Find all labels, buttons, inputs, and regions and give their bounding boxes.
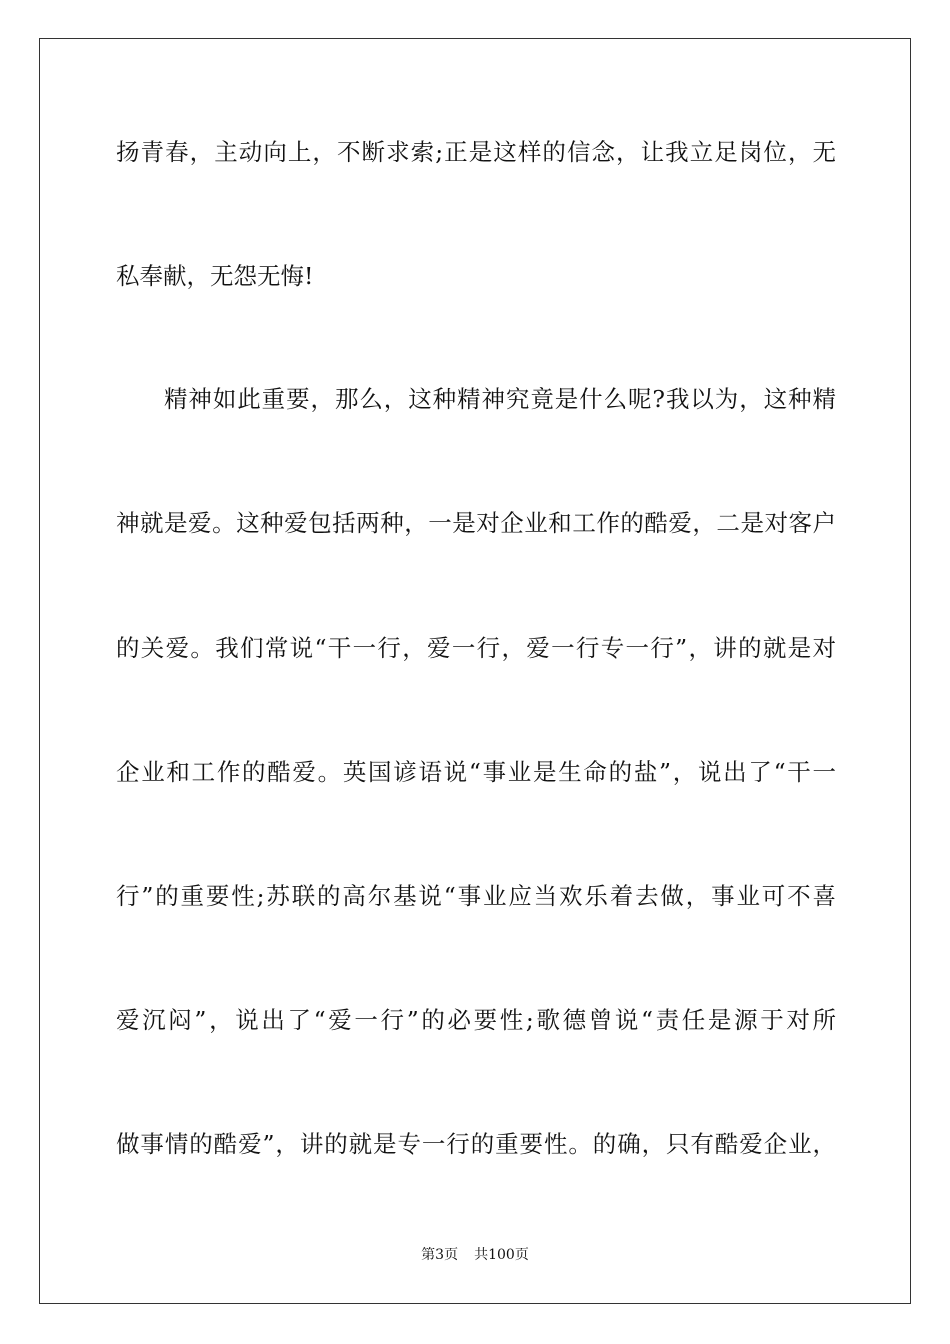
text-line-1: 扬青春，主动向上，不断求索;正是这样的信念，让我立足岗位，无 [116, 138, 836, 166]
text-line-3: 精神如此重要，那么，这种精神究竟是什么呢?我以为，这种精 [164, 385, 836, 413]
text-line-8: 爱沉闷”，说出了“爱一行”的必要性;歌德曾说“责任是源于对所 [116, 1006, 836, 1034]
text-line-9: 做事情的酷爱”，讲的就是专一行的重要性。的确，只有酷爱企业， [116, 1130, 836, 1158]
page-number: 第3页 [421, 1247, 459, 1263]
text-line-6: 企业和工作的酷爱。英国谚语说“事业是生命的盐”，说出了“干一 [116, 758, 836, 786]
text-line-2: 私奉献，无怨无悔! [116, 262, 314, 290]
text-line-4: 神就是爱。这种爱包括两种，一是对企业和工作的酷爱，二是对客户 [116, 509, 836, 537]
page-total: 共100页 [474, 1247, 529, 1263]
page-footer [0, 1246, 950, 1264]
text-line-7: 行”的重要性;苏联的高尔基说“事业应当欢乐着去做，事业可不喜 [116, 882, 836, 910]
text-line-5: 的关爱。我们常说“干一行，爱一行，爱一行专一行”，讲的就是对 [116, 634, 836, 662]
page-border [39, 38, 911, 1304]
